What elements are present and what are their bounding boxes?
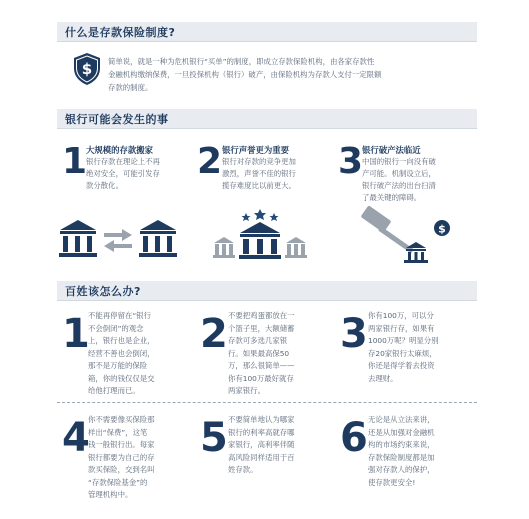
card-line: 管理机构中。 [88, 490, 133, 499]
card-line: 上，银行也是企业， [88, 336, 155, 345]
card-line: 强对存款人的保护， [368, 465, 435, 474]
card-line: 银行破产法的出台扫清 [362, 181, 436, 190]
card-line: 你不需要像买保险那 [88, 415, 155, 424]
card-body [368, 310, 468, 385]
card-body [368, 414, 468, 489]
card-line: 行。如果最高保50 [228, 348, 290, 358]
card-line: 激烈，声誉不佳的银行 [222, 169, 296, 178]
card-number: 4 [62, 415, 90, 461]
card-line: 你有100万，可以分 [368, 311, 434, 320]
card-title: 银行声誉更为重要 [222, 145, 289, 155]
card-line: 姓存款。 [228, 465, 258, 474]
card-line: 个篮子里，大额储蓄 [228, 323, 295, 333]
card-line: 两家银行存，如果有 [368, 323, 435, 333]
section-title: 百姓该怎么办? [65, 284, 141, 298]
card-line: 钱一般银行出。每家 [88, 440, 155, 449]
card-line: 不要简单地认为哪家 [228, 415, 295, 424]
card-body [88, 310, 188, 398]
card-line: 你还是得学着去投资 [368, 361, 435, 370]
card-line: 你有100万最好就存 [228, 373, 294, 383]
svg-text:$: $ [438, 222, 446, 236]
card-line: 银行的利率高就存哪 [228, 427, 295, 437]
card-body [362, 156, 462, 204]
card-number: 2 [200, 311, 228, 357]
card-line: 1000万呢？明显分别 [368, 336, 439, 345]
card-line: 家银行，高利率伴随 [228, 440, 295, 449]
card-line: 银行对存款的竞争更加 [222, 157, 296, 166]
bank-transfer-icon [58, 218, 178, 262]
card-line: 绝对安全，可能引发存 [86, 169, 160, 178]
card-number: 6 [340, 415, 368, 461]
card-body [228, 414, 328, 477]
intro-line: 存款的制度。 [108, 83, 153, 92]
card-line: 还是从加强对金融机 [368, 427, 435, 437]
intro-paragraph [108, 55, 468, 94]
card-line: 使存款更安全! [368, 477, 416, 487]
card-number: 1 [62, 141, 88, 182]
card-line: 中国的银行一向没有破 [362, 157, 436, 166]
card-line: 不能再停留在“银行 [88, 311, 151, 320]
card-line: 款分散化。 [86, 181, 123, 190]
card-line: 箱，你的钱仅仅是交 [88, 373, 155, 383]
svg-text:$: $ [81, 60, 93, 78]
card-title: 大规模的存款搬家 [86, 145, 153, 155]
card-number: 1 [62, 311, 90, 357]
card-line: 两家银行。 [228, 386, 265, 395]
section-title: 银行可能会发生的事 [65, 112, 169, 126]
card-body [86, 156, 186, 192]
section-bank-header [57, 109, 477, 129]
intro-line: 简单说，就是一种为危机银行“买单”的制度，即成立存款保险机构，由各家存款性 [108, 57, 375, 66]
card-line: 款买保险，交到名叫 [88, 465, 155, 474]
card-number: 2 [197, 141, 223, 182]
card-line: 存款保险制度都是加 [368, 452, 435, 462]
card-line: 那不是万能的保险 [88, 361, 148, 370]
card-body [228, 310, 328, 398]
card-number: 3 [340, 311, 368, 357]
card-title: 银行破产法临近 [362, 145, 421, 155]
section-what-is-header [57, 22, 477, 42]
section-title: 什么是存款保险制度? [65, 25, 176, 39]
card-line: 去理财。 [368, 373, 398, 383]
section-people-header [57, 281, 477, 301]
card-line: 揽存难度比以前更大。 [222, 181, 296, 190]
bank-stars-icon [210, 205, 310, 263]
card-body [88, 414, 188, 502]
card-line: 产可能。机制设立后， [362, 169, 436, 178]
card-line: “存款保险基金”的 [88, 477, 148, 487]
card-line: 高风险同样适用于百 [228, 452, 295, 462]
card-line: 样出“保费”，这笔 [88, 427, 148, 437]
gavel-dollar-icon [360, 208, 460, 266]
card-line: 了最关键的障碍。 [362, 193, 422, 202]
card-line: 银行存款在理论上不再 [86, 157, 160, 166]
card-line: 无论是从立法来讲， [368, 415, 435, 424]
card-number: 3 [338, 141, 364, 182]
intro-line: 金融机构缴纳保费，一旦投保机构（银行）破产，由保险机构为存款人支付一定限额 [108, 70, 382, 79]
card-line: 经营不善也会倒闭， [88, 348, 155, 358]
shield-dollar-icon [72, 52, 102, 86]
card-line: 存20家银行太麻烦， [368, 348, 437, 358]
card-line: 构的市场约束来说， [368, 440, 435, 449]
card-line: 给他打理而已。 [88, 386, 140, 395]
divider [57, 402, 477, 403]
card-body [222, 156, 322, 192]
card-line: 存款可多选几家银 [228, 336, 288, 345]
card-number: 5 [200, 415, 228, 461]
card-line: 不会倒闭”的观念 [88, 323, 144, 333]
card-line: 不要把鸡蛋都放在一 [228, 311, 295, 320]
card-line: 银行都要为自己的存 [88, 452, 155, 462]
card-line: 万，那么很简单—— [228, 361, 295, 370]
